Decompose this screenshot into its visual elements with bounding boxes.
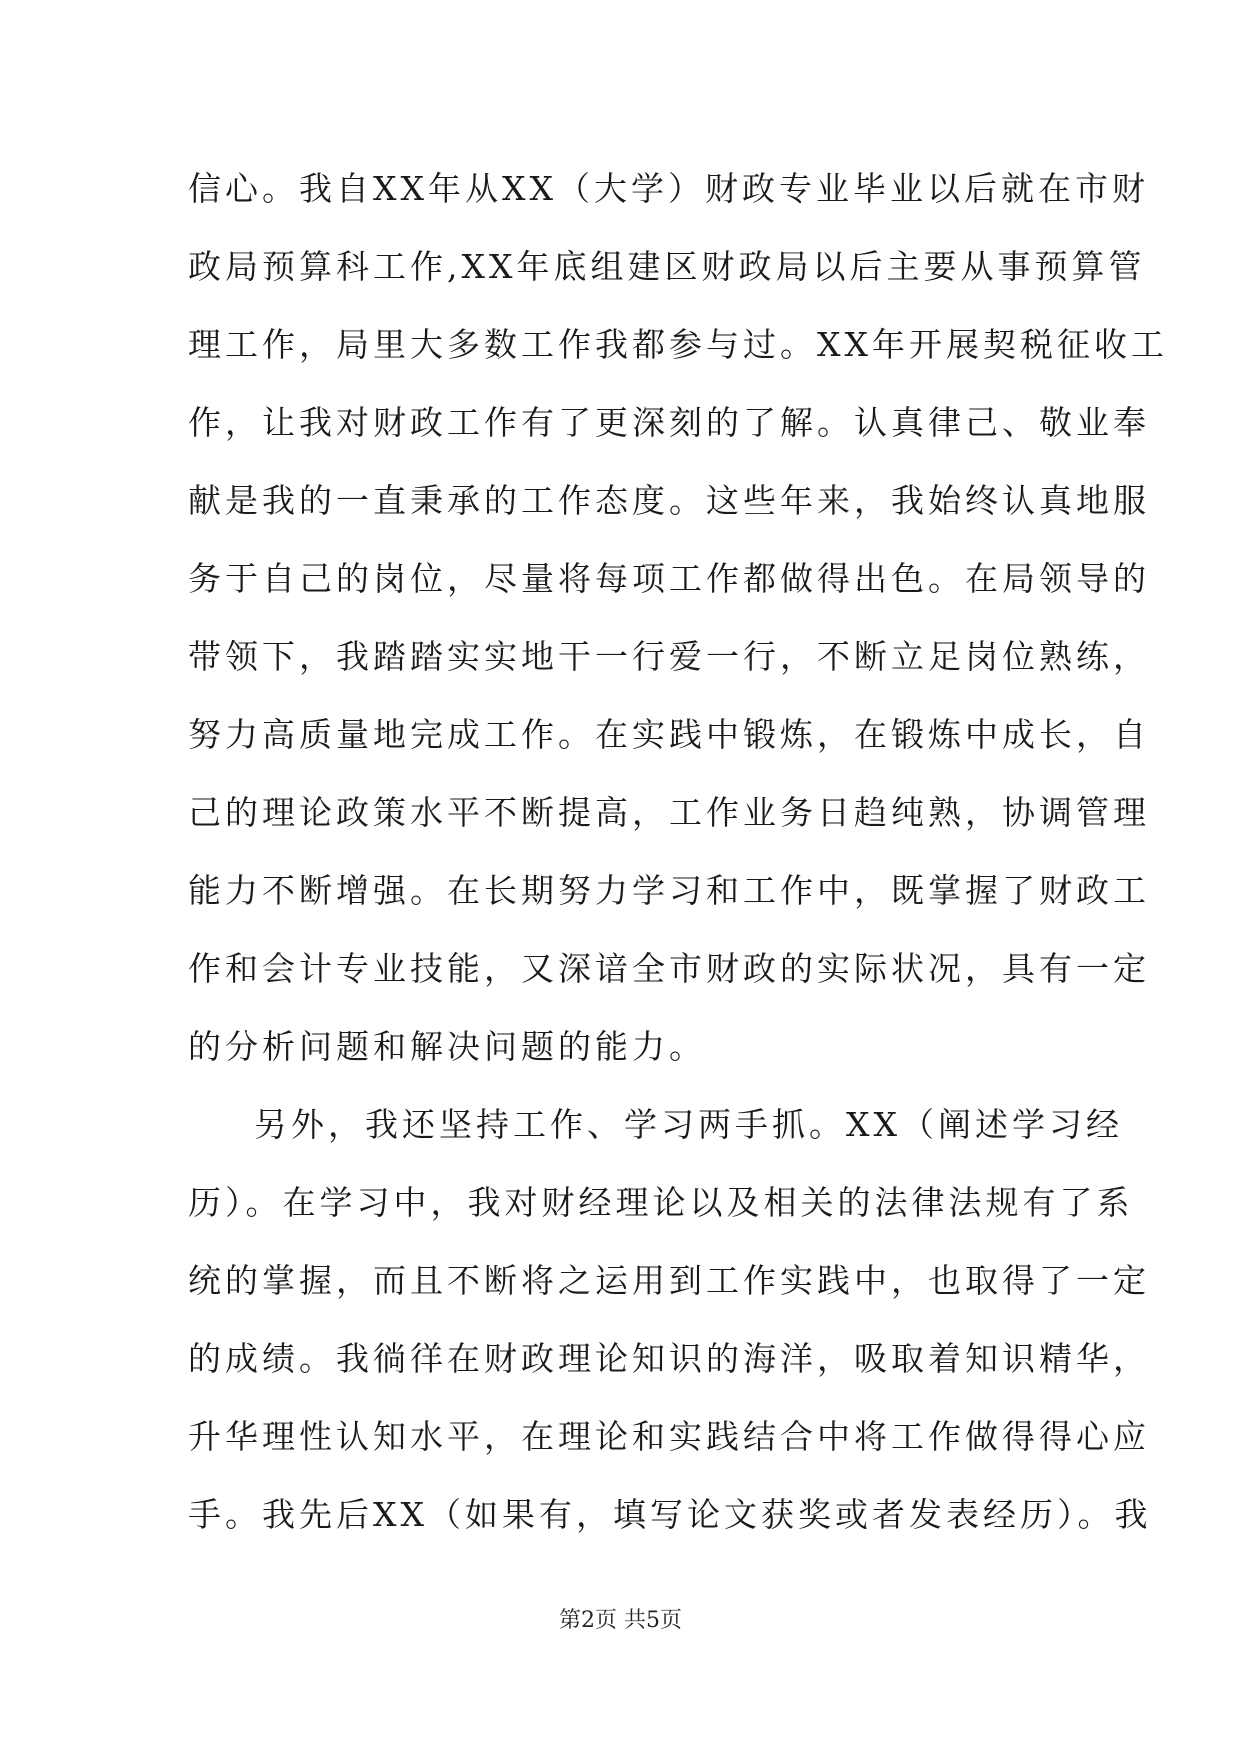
- text-line: 的成绩。我徜徉在财政理论知识的海洋，吸取着知识精华，: [188, 1339, 1150, 1378]
- text-line: 能力不断增强。在长期努力学习和工作中，既掌握了财政工: [188, 871, 1150, 910]
- text-line: 努力高质量地完成工作。在实践中锻炼，在锻炼中成长，自: [188, 715, 1150, 754]
- text-line: 己的理论政策水平不断提高，工作业务日趋纯熟，协调管理: [188, 793, 1150, 832]
- text-line: 作和会计专业技能，又深谙全市财政的实际状况，具有一定: [188, 949, 1150, 988]
- text-line: 另外，我还坚持工作、学习两手抓。XX（阐述学习经: [254, 1105, 1123, 1144]
- text-line: 献是我的一直秉承的工作态度。这些年来，我始终认真地服: [188, 481, 1150, 520]
- text-line: 带领下，我踏踏实实地干一行爱一行，不断立足岗位熟练，: [188, 637, 1150, 676]
- text-line: 信心。我自XX年从XX（大学）财政专业毕业以后就在市财: [188, 169, 1149, 208]
- page-footer: 第2页 共5页: [559, 1608, 682, 1633]
- text-line: 手。我先后XX（如果有，填写论文获奖或者发表经历）。我: [188, 1495, 1152, 1534]
- text-line: 政局预算科工作,XX年底组建区财政局以后主要从事预算管: [188, 247, 1146, 286]
- document-body: [188, 160, 1168, 1564]
- text-line: 的分析问题和解决问题的能力。: [188, 1027, 706, 1066]
- text-line: 务于自己的岗位，尽量将每项工作都做得出色。在局领导的: [188, 559, 1150, 598]
- text-line: 作，让我对财政工作有了更深刻的了解。认真律己、敬业奉: [188, 403, 1150, 442]
- text-line: 历）。在学习中，我对财经理论以及相关的法律法规有了系: [188, 1183, 1134, 1222]
- text-line: 统的掌握，而且不断将之运用到工作实践中，也取得了一定: [188, 1261, 1150, 1300]
- text-line: 升华理性认知水平，在理论和实践结合中将工作做得得心应: [188, 1417, 1150, 1456]
- text-line: 理工作，局里大多数工作我都参与过。XX年开展契税征收工: [188, 325, 1168, 364]
